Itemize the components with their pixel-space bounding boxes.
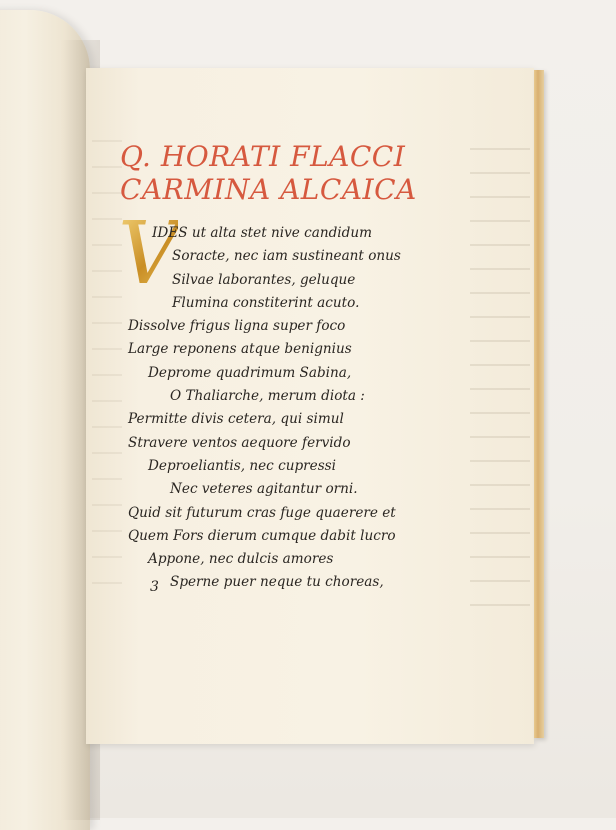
page-number: 3 (150, 579, 159, 595)
verse-line: Quid sit futurum cras fuge quaerere et (128, 504, 396, 521)
verse-line: Quem Fors dierum cumque dabit lucro (128, 527, 396, 544)
verse-line: Appone, nec dulcis amores (148, 551, 334, 568)
verse-line: Deprome quadrimum Sabina, (148, 364, 352, 381)
verse-line: O Thaliarche, merum diota : (170, 388, 365, 405)
verse-line: Stravere ventos aequore fervido (128, 434, 351, 451)
title-line-1: Q. HORATI FLACCI (120, 140, 406, 173)
poem-body (128, 222, 428, 595)
verse-line: Deproeliantis, nec cupressi (148, 457, 337, 474)
gilded-initial: V (118, 204, 181, 304)
title-line-2: CARMINA ALCAICA (120, 173, 417, 206)
verse-line: IDES ut alta stet nive candidum (152, 225, 372, 241)
verse-line: Nec veteres agitantur orni. (170, 481, 358, 498)
verse-line: Large reponens atque benignius (128, 341, 352, 358)
gilt-page-edge (534, 70, 544, 738)
verse-line: Permitte divis cetera, qui simul (128, 411, 344, 428)
show-through-text-left (92, 120, 122, 600)
verse-line: Dissolve frigus ligna super foco (128, 318, 346, 335)
verse-line: Flumina constiterint acuto. (172, 294, 360, 311)
poem-title (120, 140, 420, 206)
verse-line: Sperne puer neque tu choreas, (170, 574, 384, 591)
verse-line: Soracte, nec iam sustineant onus (172, 248, 401, 265)
show-through-text (470, 130, 530, 610)
verse-line: Silvae laborantes, geluque (172, 271, 356, 288)
